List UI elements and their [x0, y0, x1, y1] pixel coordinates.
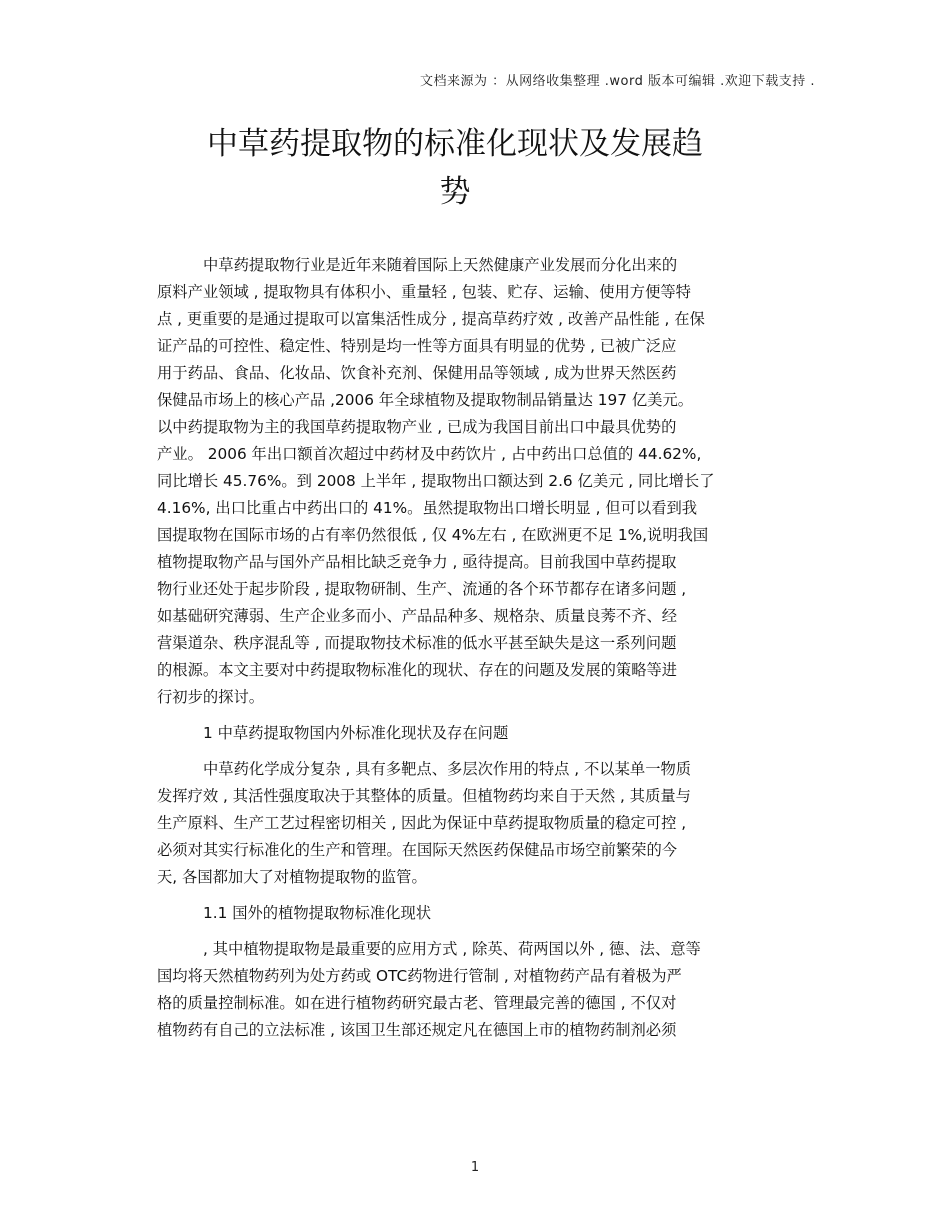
section-heading: 1 中草药提取物国内外标准化现状及存在问题	[203, 724, 509, 742]
text-line: , 其中植物提取物是最重要的应用方式 , 除英、荷两国以外 , 德、法、意等	[203, 940, 701, 958]
text-line: 中草药提取物行业是近年来随着国际上天然健康产业发展而分化出来的	[203, 256, 678, 274]
text-line: 格的质量控制标准。如在进行植物药研究最古老、管理最完善的德国 , 不仅对	[157, 994, 677, 1012]
text-line: 植物药有自己的立法标准 , 该国卫生部还规定凡在德国上市的植物药制剂必须	[157, 1021, 677, 1039]
text-line: 天, 各国都加大了对植物提取物的监管。	[157, 868, 427, 886]
paragraph-gap	[157, 747, 797, 756]
text-line: 植物提取物产品与国外产品相比缺乏竞争力 , 亟待提高。目前我国中草药提取	[157, 553, 677, 571]
text-line: 同比增长 45.76%。到 2008 上半年 , 提取物出口额达到 2.6 亿美元 , 同比增长了	[157, 472, 715, 490]
text-line: 行初步的探讨。	[157, 688, 265, 706]
text-line: 点 , 更重要的是通过提取可以富集活性成分 , 提高草药疗效 , 改善产品性能 , 在保	[157, 310, 705, 328]
paragraph	[157, 936, 797, 1044]
text-line: 发挥疗效 , 其活性强度取决于其整体的质量。但植物药均来自于天然 , 其质量与	[157, 787, 691, 805]
text-line: 国均将天然植物药列为处方药或 OTC药物进行管制 , 对植物药产品有着极为严	[157, 967, 682, 985]
paragraph-gap	[157, 891, 797, 900]
text-line: 用于药品、食品、化妆品、饮食补充剂、保健用品等领域 , 成为世界天然医药	[157, 364, 677, 382]
title-line: 中草药提取物的标准化现状及发展趋	[207, 126, 703, 162]
text-line: 国提取物在国际市场的占有率仍然很低 , 仅 4%左右 , 在欧洲更不足 1%,说明我国	[157, 526, 709, 544]
text-line: 物行业还处于起步阶段 , 提取物研制、生产、流通的各个环节都存在诸多问题 ,	[157, 580, 687, 598]
paragraph	[157, 252, 797, 711]
page-number: 1	[470, 1160, 480, 1175]
title-line: 势	[439, 174, 471, 210]
text-line: 以中药提取物为主的我国草药提取物产业 , 已成为我国目前出口中最具优势的	[157, 418, 677, 436]
text-line: 原料产业领域 , 提取物具有体积小、重量轻 , 包装、贮存、运输、使用方便等特	[157, 283, 691, 301]
text-line: 证产品的可控性、稳定性、特别是均一性等方面具有明显的优势 , 已被广泛应	[157, 337, 677, 355]
page-header: 文档来源为 ：从网络收集整理 .word 版本可编辑 .欢迎下载支持 .	[419, 74, 815, 89]
text-line: 4.16%, 出口比重占中药出口的 41%。虽然提取物出口增长明显 , 但可以看到我	[157, 499, 698, 517]
text-line: 中草药化学成分复杂 , 具有多靶点、多层次作用的特点 , 不以某单一物质	[203, 760, 692, 778]
document-title	[150, 120, 760, 216]
paragraph-gap	[157, 927, 797, 936]
paragraph	[157, 756, 797, 891]
text-line: 产业。 2006 年出口额首次超过中药材及中药饮片 , 占中药出口总值的 44.62%,	[157, 445, 702, 463]
text-line: 的根源。本文主要对中药提取物标准化的现状、存在的问题及发展的策略等进	[157, 661, 678, 679]
document-body	[157, 252, 797, 1044]
paragraph-gap	[157, 711, 797, 720]
text-line: 生产原料、生产工艺过程密切相关 , 因此为保证中草药提取物质量的稳定可控 ,	[157, 814, 687, 832]
subsection-heading: 1.1 国外的植物提取物标准化现状	[203, 904, 432, 922]
text-line: 保健品市场上的核心产品 ,2006 年全球植物及提取物制品销量达 197 亿美元。	[157, 391, 694, 409]
text-line: 如基础研究薄弱、生产企业多而小、产品品种多、规格杂、质量良莠不齐、经	[157, 607, 678, 625]
text-line: 营渠道杂、秩序混乱等 , 而提取物技术标准的低水平甚至缺失是这一系列问题	[157, 634, 677, 652]
text-line: 必须对其实行标准化的生产和管理。在国际天然医药保健品市场空前繁荣的今	[157, 841, 678, 859]
